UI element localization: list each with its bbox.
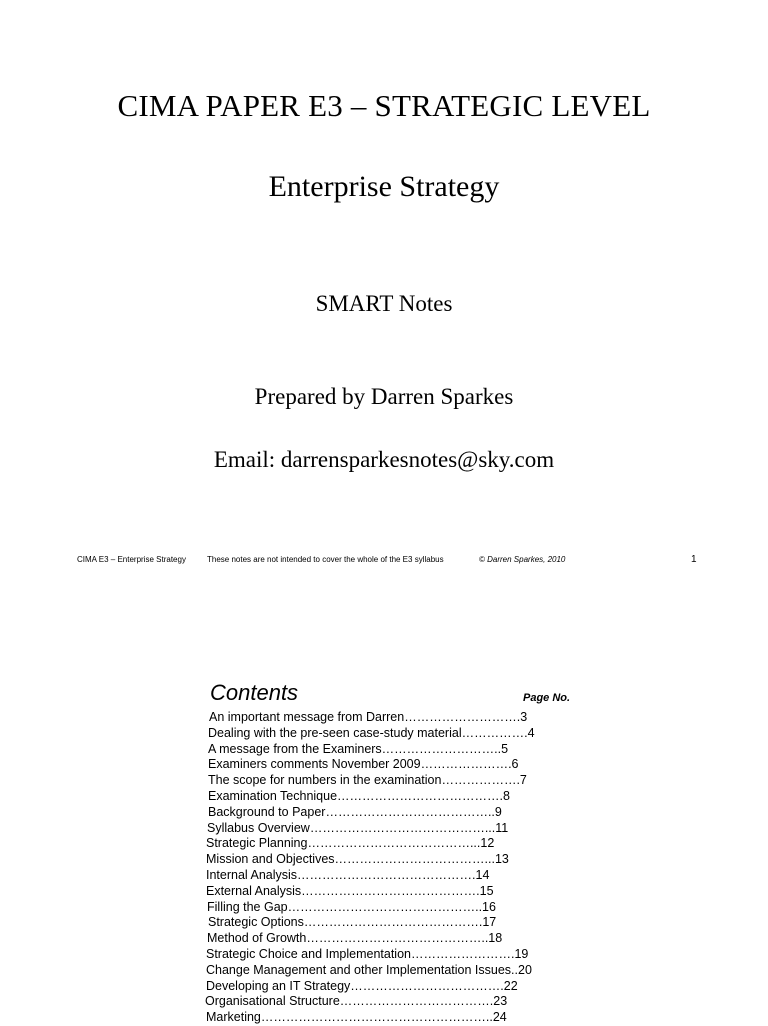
toc-list bbox=[205, 710, 585, 1026]
toc-entry: Strategic Options…………………………………….17 bbox=[208, 915, 497, 930]
document-subtitle: Enterprise Strategy bbox=[268, 170, 500, 203]
toc-entry: Strategic Planning…………………………………...12 bbox=[206, 836, 495, 851]
email-line: Email: darrensparkesnotes@sky.com bbox=[213, 447, 555, 472]
toc-entry: Filling the Gap………………………………………..16 bbox=[207, 899, 496, 914]
author-line: Prepared by Darren Sparkes bbox=[254, 384, 514, 409]
footer-disclaimer: These notes are not intended to cover the whole of the E3 syllabus bbox=[207, 555, 444, 564]
footer-page-number: 1 bbox=[691, 554, 697, 565]
toc-entry: Examiners comments November 2009………………….6 bbox=[208, 757, 519, 772]
notes-label: SMART Notes bbox=[315, 291, 453, 316]
footer-copyright: © Darren Sparkes, 2010 bbox=[479, 555, 566, 564]
toc-entry: Internal Analysis…………………………………….14 bbox=[206, 867, 490, 882]
toc-entry: Background to Paper…………………………………..9 bbox=[208, 804, 502, 819]
page-footer bbox=[77, 555, 702, 567]
toc-entry: A message from the Examiners………………………..5 bbox=[208, 741, 509, 756]
contents-heading: Contents bbox=[210, 680, 299, 705]
toc-entry: Change Management and other Implementation Issues..20 bbox=[206, 962, 532, 977]
toc-entry: Examination Technique………………………………….8 bbox=[208, 788, 510, 803]
toc-entry: Strategic Choice and Implementation…………………….19 bbox=[206, 946, 529, 961]
toc-entry: External Analysis…………………………………….15 bbox=[206, 883, 494, 898]
toc-entry: Marketing………………………………………………..24 bbox=[206, 1010, 507, 1025]
toc-entry: The scope for numbers in the examination……………….7 bbox=[208, 773, 527, 788]
toc-entry: Mission and Objectives………………………………...13 bbox=[206, 852, 509, 867]
toc-entry: Organisational Structure……………………………….23 bbox=[205, 994, 508, 1009]
toc-entry: Dealing with the pre-seen case-study material…………….4 bbox=[208, 725, 535, 740]
toc-entry: An important message from Darren……………………….3 bbox=[209, 710, 528, 724]
footer-course-title: CIMA E3 – Enterprise Strategy bbox=[77, 555, 186, 564]
toc-entry: Developing an IT Strategy……………………………….22 bbox=[206, 978, 518, 993]
toc-entry: Method of Growth……………………………………..18 bbox=[207, 931, 503, 946]
document-title: CIMA PAPER E3 – STRATEGIC LEVEL bbox=[117, 88, 651, 123]
page-number-heading: Page No. bbox=[523, 692, 571, 704]
toc-entry: Syllabus Overview……………………………………...11 bbox=[207, 820, 509, 835]
